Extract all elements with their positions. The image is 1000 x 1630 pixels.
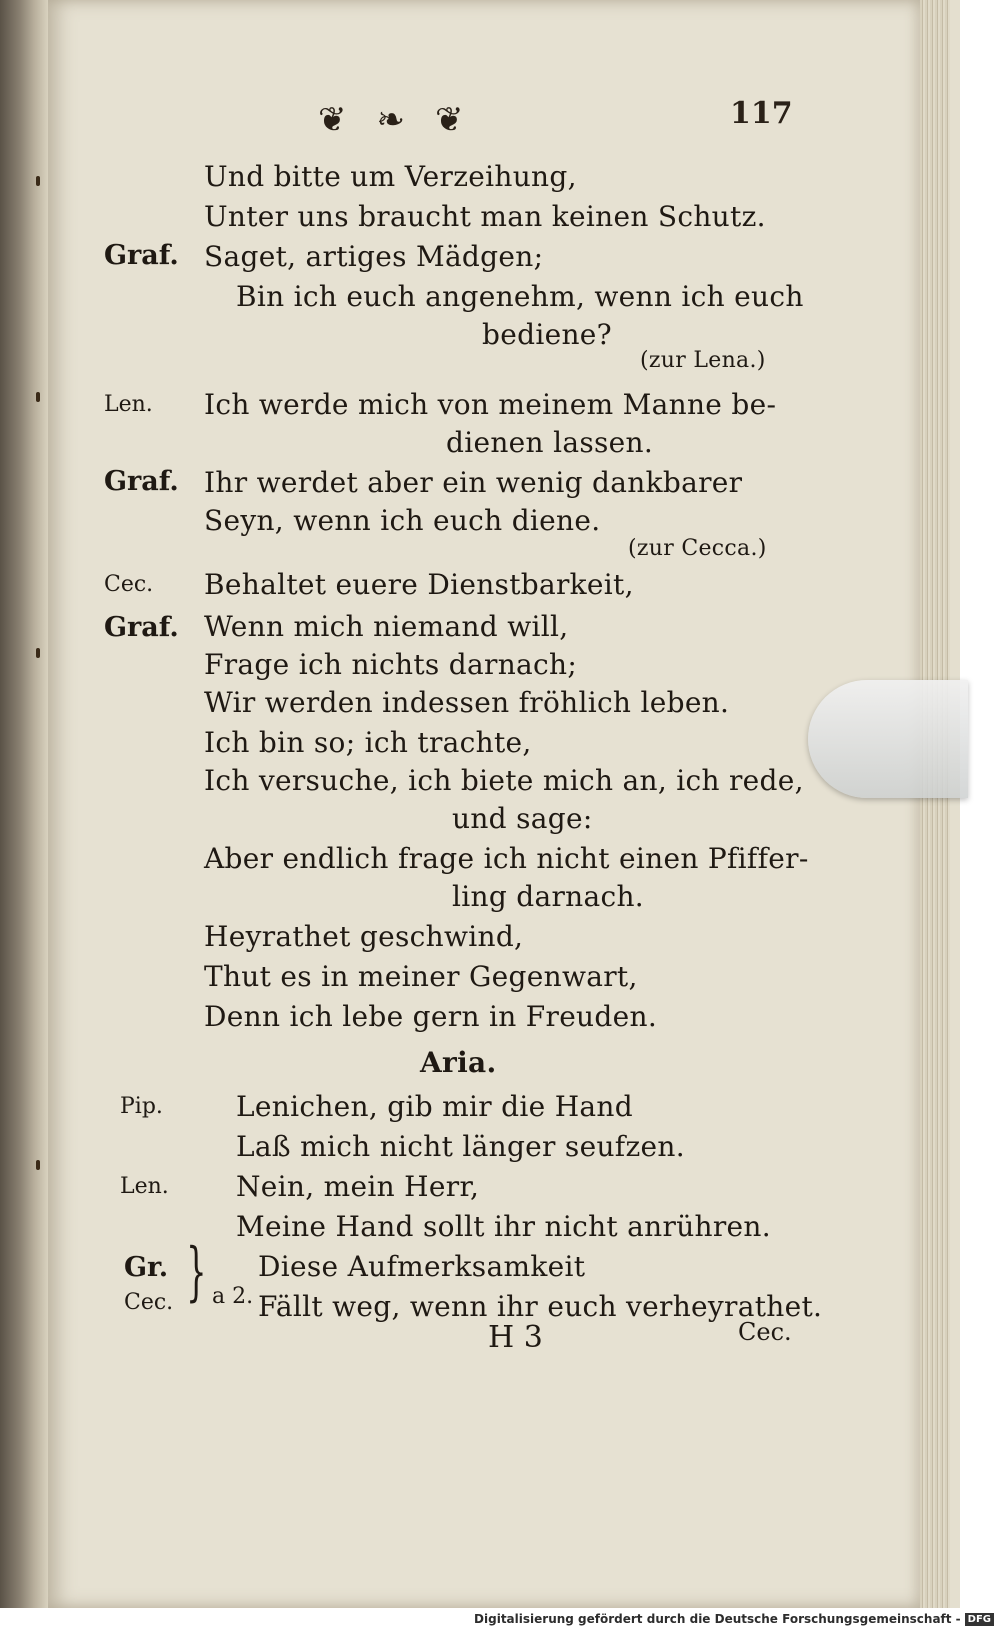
- header-ornament: [318, 100, 464, 140]
- speaker-label: Graf.: [104, 612, 179, 643]
- speaker-label: Len.: [120, 1174, 169, 1199]
- ornament-scroll-icon: ❦: [435, 100, 464, 140]
- verse-line: Seyn, wenn ich euch diene.: [204, 504, 601, 537]
- verse-line: Wenn mich niemand will,: [204, 610, 569, 643]
- speaker-brace: }: [186, 1235, 207, 1309]
- digitization-footer: [0, 1608, 1000, 1630]
- ornament-scroll-icon: ❦: [318, 100, 347, 140]
- verse-line: Bin ich euch angenehm, wenn ich euch: [236, 280, 804, 313]
- verse-line: Meine Hand sollt ihr nicht anrühren.: [236, 1210, 771, 1243]
- binding-mark: [36, 176, 40, 186]
- page-number: 117: [730, 96, 793, 131]
- sheet-signature: H 3: [488, 1320, 543, 1355]
- footer-text: Digitalisierung gefördert durch die Deutsche Forschungsgemeinschaft -: [474, 1612, 961, 1626]
- verse-line: dienen lassen.: [446, 426, 654, 459]
- page-edge: [920, 0, 950, 1608]
- a-due-marking: a 2.: [212, 1284, 254, 1309]
- speaker-label: Cec.: [104, 572, 154, 597]
- verse-line: Ich bin so; ich trachte,: [204, 726, 532, 759]
- stage-direction: (zur Lena.): [640, 348, 766, 373]
- verse-line: Thut es in meiner Gegenwart,: [204, 960, 638, 993]
- speaker-label: Len.: [104, 392, 153, 417]
- verse-line: bediene?: [482, 318, 612, 351]
- verse-line: Aber endlich frage ich nicht einen Pfiffer-: [204, 842, 809, 875]
- verse-line: Heyrathet geschwind,: [204, 920, 524, 953]
- binding-mark: [36, 1160, 40, 1170]
- verse-line: ling darnach.: [452, 880, 645, 913]
- binding-mark: [36, 392, 40, 402]
- verse-line: Laß mich nicht länger seufzen.: [236, 1130, 685, 1163]
- verse-line: Ihr werdet aber ein wenig dankbarer: [204, 466, 743, 499]
- verse-line: Denn ich lebe gern in Freuden.: [204, 1000, 658, 1033]
- speaker-label: Graf.: [104, 466, 179, 497]
- aria-heading: Aria.: [420, 1046, 497, 1079]
- verse-line: Und bitte um Verzeihung,: [204, 160, 577, 193]
- ornament-leaf-icon: ❧: [376, 100, 405, 140]
- verse-line: Behaltet euere Dienstbarkeit,: [204, 568, 634, 601]
- verse-line: Nein, mein Herr,: [236, 1170, 480, 1203]
- verse-line: Frage ich nichts darnach;: [204, 648, 578, 681]
- catchword: Cec.: [738, 1318, 792, 1346]
- verse-line: Unter uns braucht man keinen Schutz.: [204, 200, 766, 233]
- verse-line: Wir werden indessen fröhlich leben.: [204, 686, 730, 719]
- verse-line: Diese Aufmerksamkeit: [258, 1250, 586, 1283]
- page-clip: [808, 680, 968, 798]
- dfg-logo: DFG: [965, 1613, 994, 1626]
- speaker-label: Graf.: [104, 240, 179, 271]
- speaker-label: Pip.: [120, 1094, 163, 1119]
- binding-mark: [36, 648, 40, 658]
- stage-direction: (zur Cecca.): [628, 536, 767, 561]
- verse-line: Saget, artiges Mädgen;: [204, 240, 544, 273]
- speaker-label: Cec.: [124, 1290, 174, 1315]
- verse-line: Ich werde mich von meinem Manne be-: [204, 388, 777, 421]
- verse-line: Ich versuche, ich biete mich an, ich rede,: [204, 764, 804, 797]
- verse-line: Fällt weg, wenn ihr euch verheyrathet.: [258, 1290, 823, 1323]
- speaker-label: Gr.: [124, 1252, 169, 1283]
- verse-line: Lenichen, gib mir die Hand: [236, 1090, 633, 1123]
- verse-line: und sage:: [452, 802, 593, 835]
